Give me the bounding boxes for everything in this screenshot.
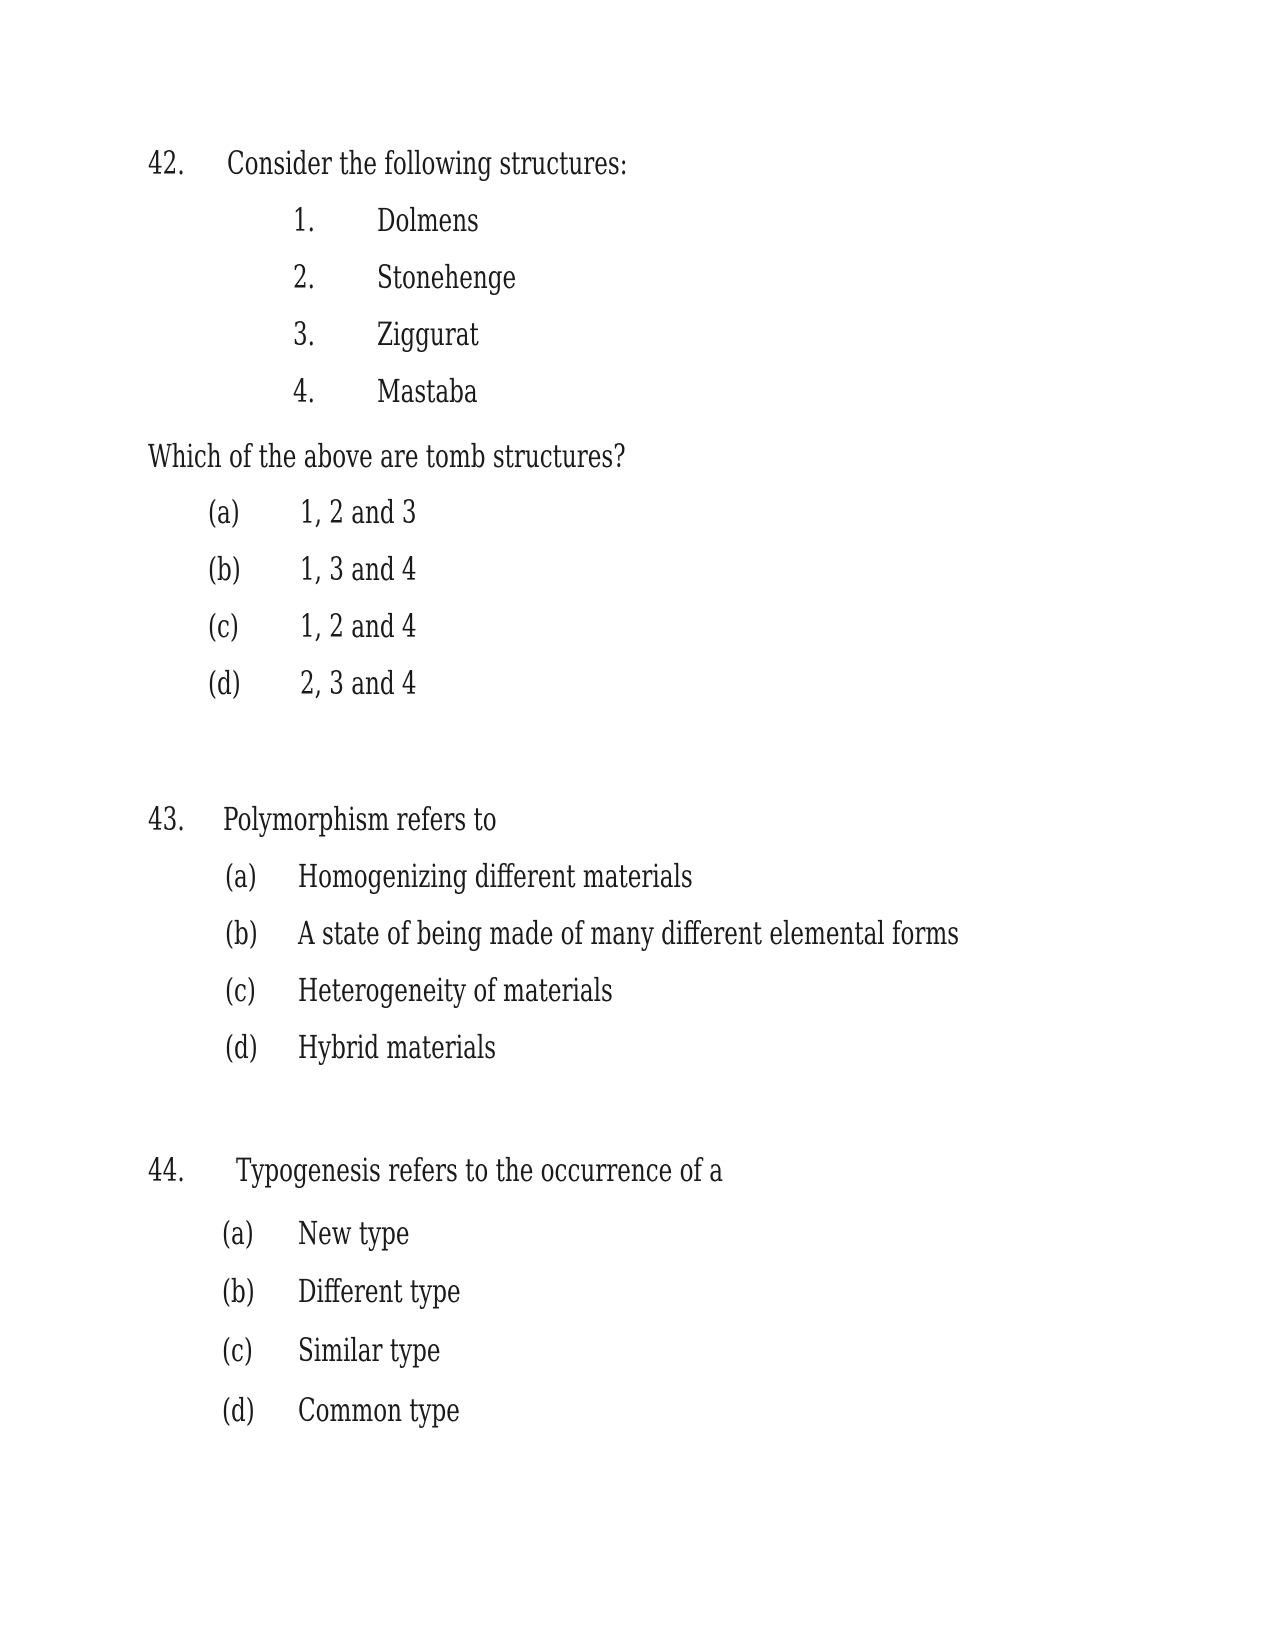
option-row (0, 1390, 1275, 1430)
option-label: (c) (225, 971, 256, 1009)
option-text: Hybrid materials (298, 1028, 497, 1066)
list-item-number: 2. (293, 258, 315, 296)
list-item-text: Ziggurat (377, 315, 479, 353)
question-text: Consider the following structures: (227, 144, 628, 182)
option-label: (c) (222, 1331, 253, 1369)
option-row (0, 1213, 1275, 1253)
question-continuation (0, 436, 1275, 476)
option-row (0, 663, 1275, 703)
option-row (0, 549, 1275, 589)
option-row (0, 1271, 1275, 1311)
list-item (0, 314, 1275, 354)
question-42-heading (0, 143, 1275, 183)
option-label: (d) (222, 1391, 255, 1429)
question-continuation-text: Which of the above are tomb structures? (148, 437, 626, 475)
question-43-heading (0, 799, 1275, 839)
option-row (0, 856, 1275, 896)
option-text: Common type (298, 1391, 460, 1429)
option-text: Homogenizing different materials (298, 857, 693, 895)
list-item-number: 4. (293, 372, 315, 410)
list-item (0, 200, 1275, 240)
option-text: 1, 2 and 3 (300, 493, 417, 531)
list-item (0, 371, 1275, 411)
question-number: 44. (148, 1151, 185, 1189)
option-text: 1, 2 and 4 (300, 607, 417, 645)
option-label: (b) (222, 1272, 255, 1310)
option-label: (a) (222, 1214, 254, 1252)
option-row (0, 913, 1275, 953)
list-item-text: Dolmens (377, 201, 479, 239)
option-label: (d) (208, 664, 241, 702)
option-text: 2, 3 and 4 (300, 664, 417, 702)
option-row (0, 1027, 1275, 1067)
list-item-number: 1. (293, 201, 315, 239)
question-number: 42. (148, 144, 185, 182)
option-text: New type (298, 1214, 410, 1252)
option-label: (d) (225, 1028, 258, 1066)
list-item-number: 3. (293, 315, 315, 353)
option-row (0, 970, 1275, 1010)
list-item (0, 257, 1275, 297)
option-label: (a) (208, 493, 240, 531)
option-label: (c) (208, 607, 239, 645)
list-item-text: Mastaba (377, 372, 478, 410)
option-row (0, 492, 1275, 532)
question-text: Polymorphism refers to (223, 800, 497, 838)
question-number: 43. (148, 800, 185, 838)
list-item-text: Stonehenge (377, 258, 517, 296)
option-row (0, 1330, 1275, 1370)
question-text: Typogenesis refers to the occurrence of a (236, 1151, 724, 1189)
question-44-heading (0, 1150, 1275, 1190)
option-row (0, 606, 1275, 646)
option-text: Different type (298, 1272, 461, 1310)
option-text: 1, 3 and 4 (300, 550, 417, 588)
option-text: A state of being made of many different elemental forms (298, 914, 960, 952)
option-label: (a) (225, 857, 257, 895)
option-text: Heterogeneity of materials (298, 971, 613, 1009)
option-label: (b) (208, 550, 241, 588)
option-label: (b) (225, 914, 258, 952)
option-text: Similar type (298, 1331, 441, 1369)
